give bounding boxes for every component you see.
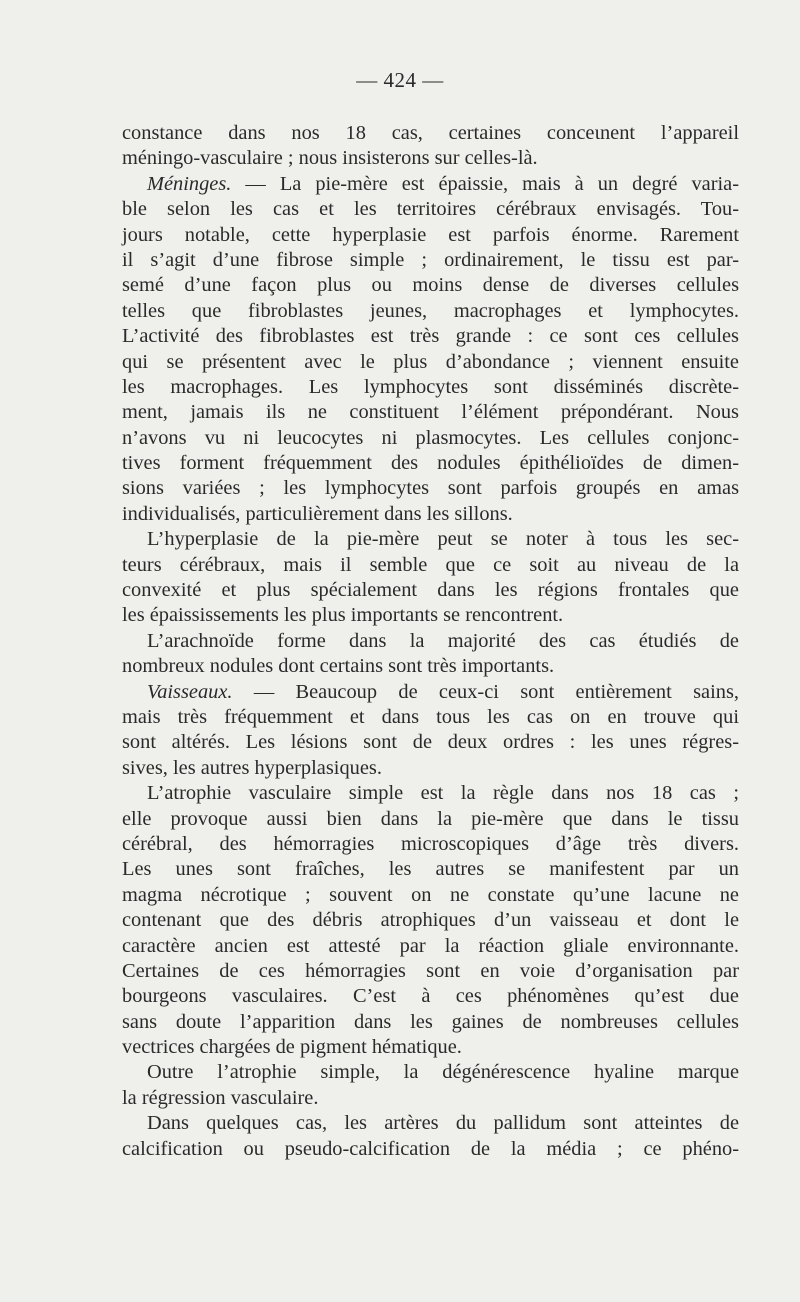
text-line: Certaines de ces hémorragies sont en voie d’organisation par [122,959,739,982]
text-line: Les unes sont fraîches, les autres se manifestent par un [122,858,739,881]
text-line: sions variées ; les lymphocytes sont parfois groupés en amas [122,477,739,500]
text-line: ment, jamais ils ne constituent l’élément prépondérant. Nous [122,401,739,424]
text-line: méningo-vasculaire ; nous insisterons sur celles-là. [122,147,538,170]
text-line: tives forment fréquemment des nodules épithélioïdes de dimen- [122,452,739,475]
text-line: vectrices chargées de pigment hématique. [122,1036,462,1059]
text-line: sans doute l’apparition dans les gaines de nombreuses cellules [122,1010,739,1033]
text-line: L’hyperplasie de la pie-mère peut se noter à tous les sec- [147,528,739,551]
text-line: L’arachnoïde forme dans la majorité des cas étudiés de [147,629,739,652]
text-line: convexité et plus spécialement dans les régions frontales que [122,579,739,602]
text-line: sont altérés. Les lésions sont de deux ordres : les unes régres- [122,731,739,754]
text-line: L’activité des fibroblastes est très grande : ce sont ces cellules [122,325,739,348]
text-line: elle provoque aussi bien dans la pie-mère que dans le tissu [122,807,739,830]
text-line: la régression vasculaire. [122,1086,319,1109]
text-line: les épaississements les plus importants se rencontrent. [122,604,564,627]
text-line: il s’agit d’une fibrose simple ; ordinairement, le tissu est par- [122,248,739,271]
text-line: n’avons vu ni leucocytes ni plasmocytes. Les cellules conjonc- [122,426,739,449]
page-number: — 424 — [356,68,444,92]
text-line: ble selon les cas et les territoires cérébraux envisagés. Tou- [122,198,739,221]
text-line: Vaisseaux. — Beaucoup de ceux-ci sont entièrement sains, [147,680,739,703]
text-line: teurs cérébraux, mais il semble que ce soit au niveau de la [122,553,739,576]
text-line: telles que fibroblastes jeunes, macrophages et lymphocytes. [122,299,739,322]
text-line: jours notable, cette hyperplasie est parfois énorme. Rarement [122,223,739,246]
section-heading-vaisseaux: Vaisseaux. [147,680,233,703]
text-line: cérébral, des hémorragies microscopiques d’âge très divers. [122,832,739,855]
text-line: contenant que des débris atrophiques d’un vaisseau et dont le [122,909,739,932]
text-line: Méninges. — La pie-mère est épaissie, mais à un degré varia- [147,172,739,195]
text-line: semé d’une façon plus ou moins dense de diverses cellules [122,274,739,297]
body-text [122,121,739,1162]
text-line: Outre l’atrophie simple, la dégénérescence hyaline marque [147,1061,739,1084]
text-line: les macrophages. Les lymphocytes sont disséminés discrète- [122,375,739,398]
text-line: sives, les autres hyperplasiques. [122,756,382,779]
text-line: L’atrophie vasculaire simple est la règle dans nos 18 cas ; [147,782,739,805]
text-line: mais très fréquemment et dans tous les cas on en trouve qui [122,705,739,728]
text-line: caractère ancien est attesté par la réaction gliale environnante. [122,934,739,957]
text-line: constance dans nos 18 cas, certaines conceɩnent l’appareil [122,122,739,144]
text-line: individualisés, particulièrement dans les sillons. [122,502,513,525]
text-line: magma nécrotique ; souvent on ne constate qu’une lacune ne [122,883,739,906]
section-heading-meninges: Méninges. [147,172,232,195]
text-line: qui se présentent avec le plus d’abondance ; viennent ensuite [122,350,739,373]
text-line: bourgeons vasculaires. C’est à ces phénomènes qu’est due [122,985,739,1008]
text-line: Dans quelques cas, les artères du pallidum sont atteintes de [147,1112,739,1135]
text-line: nombreux nodules dont certains sont très importants. [122,655,555,678]
text-line: calcification ou pseudo-calcification de la média ; ce phéno- [122,1137,739,1160]
